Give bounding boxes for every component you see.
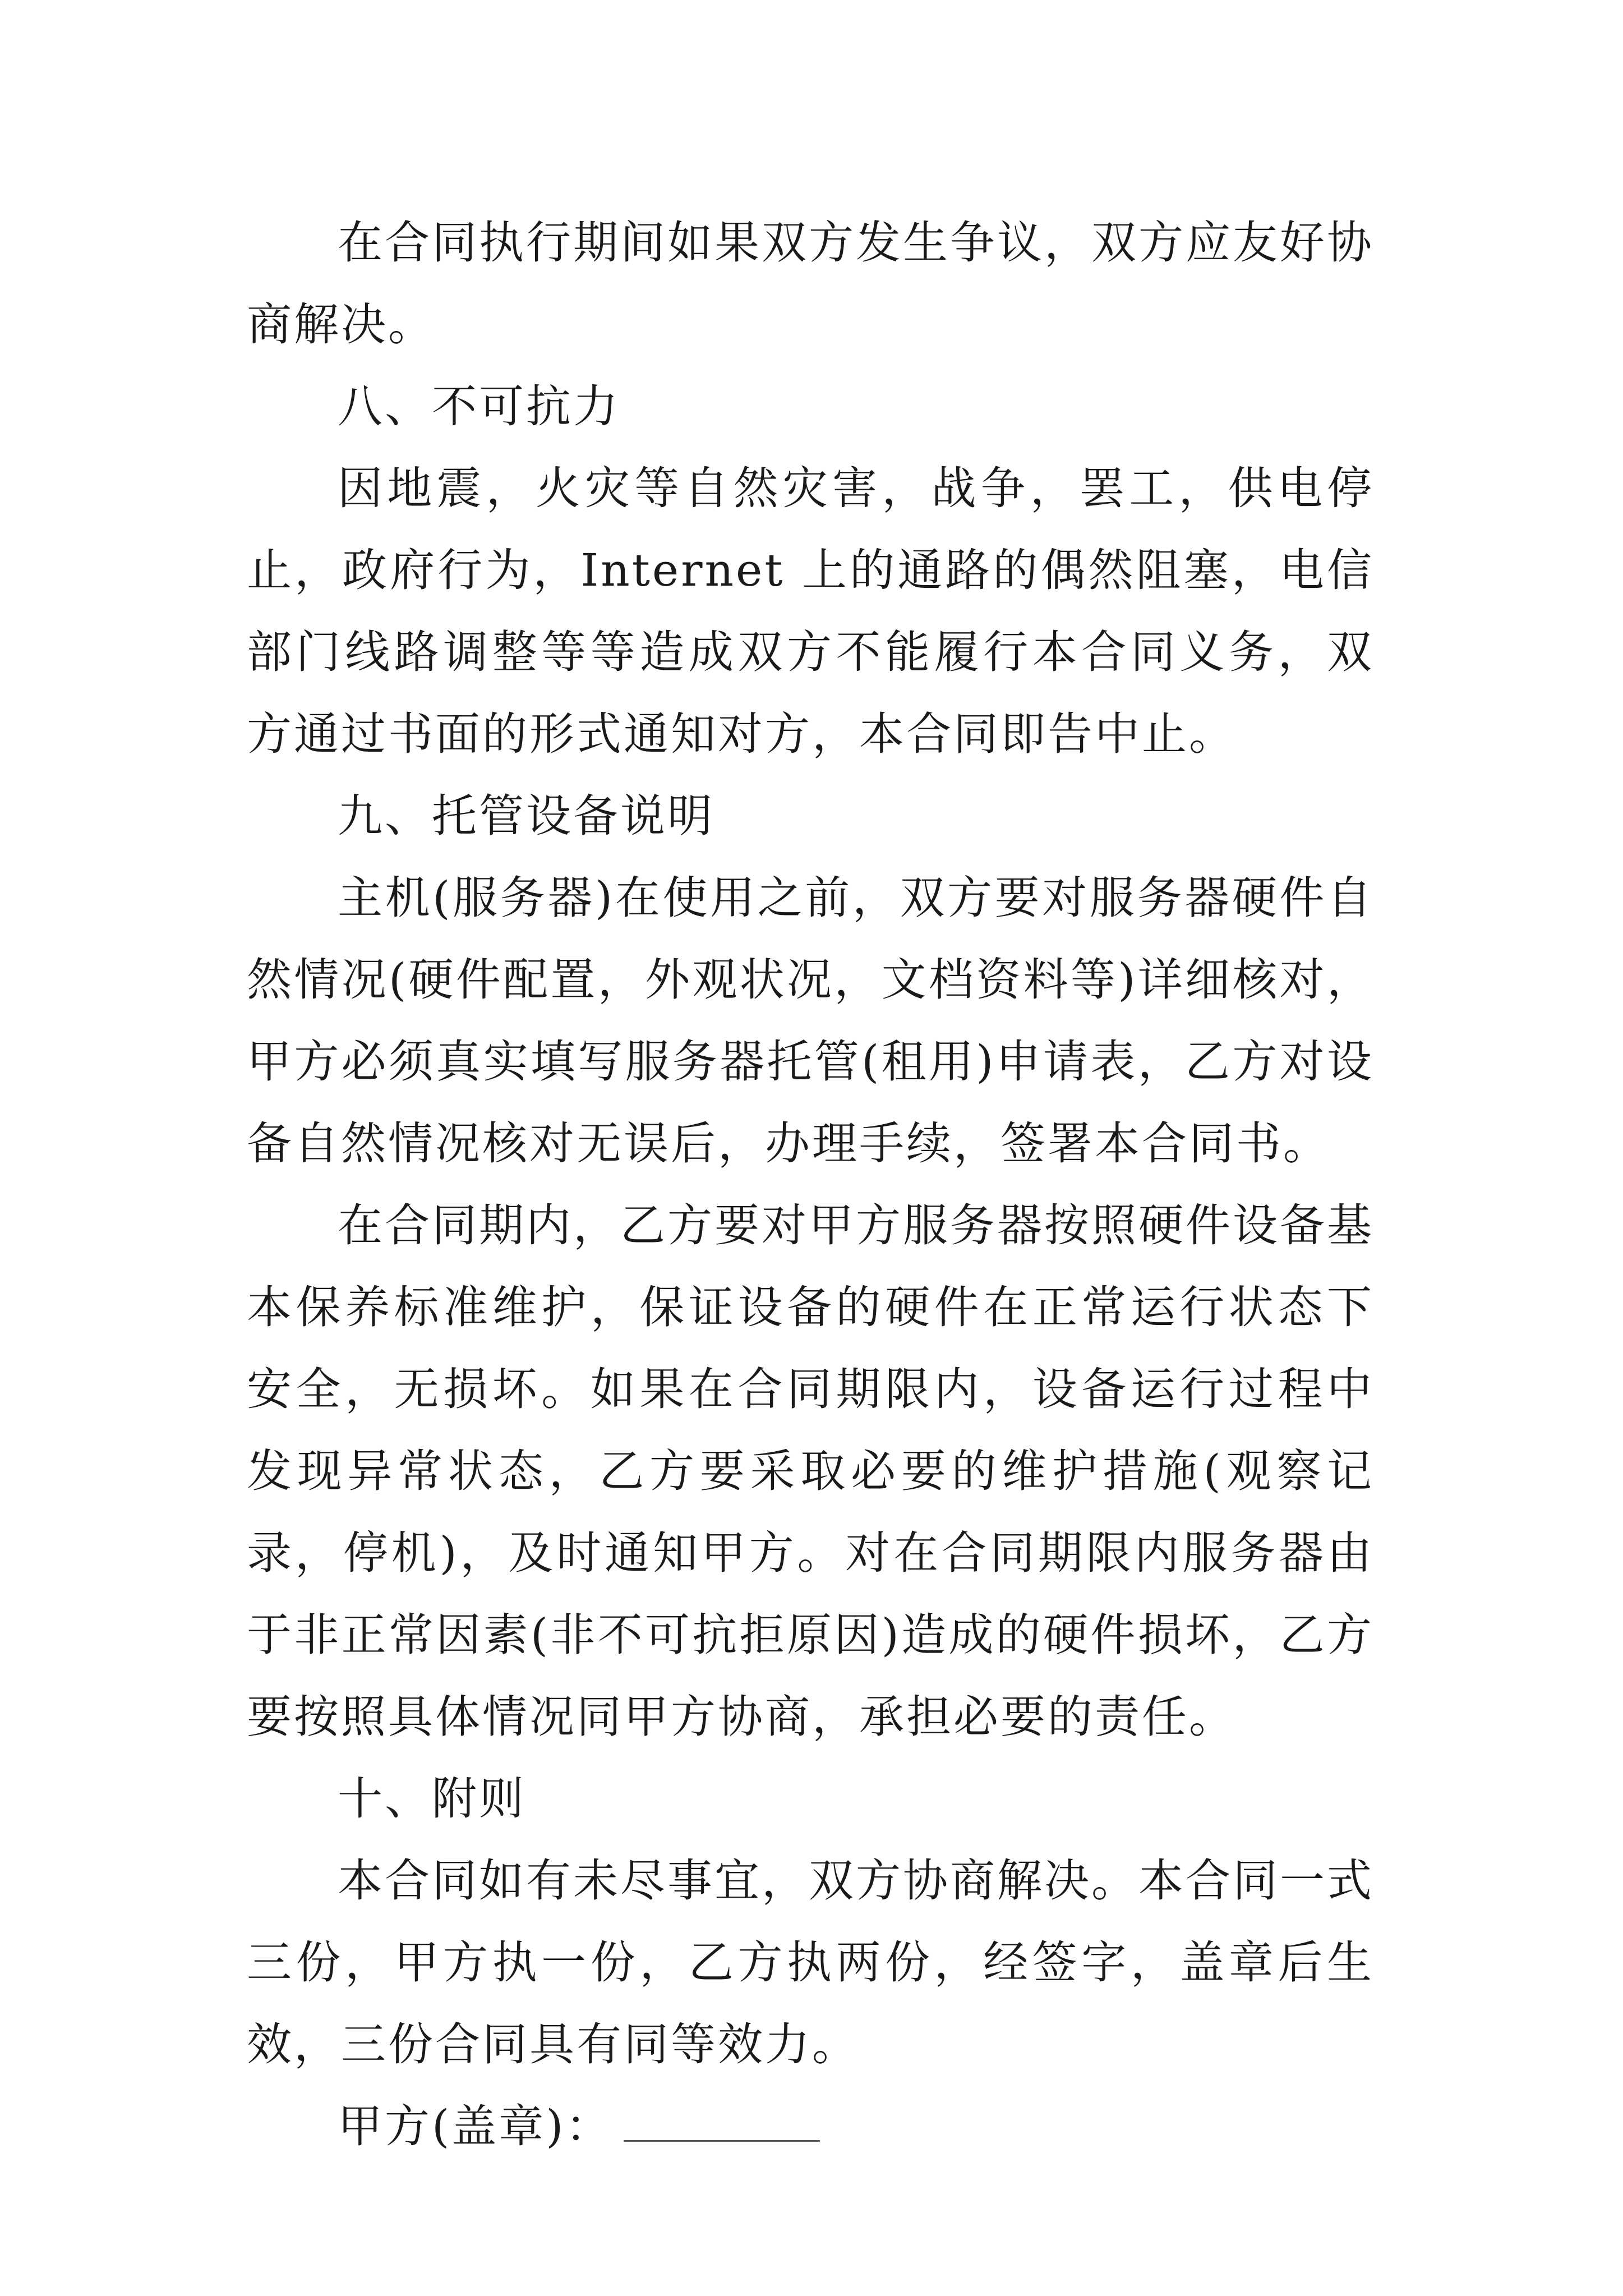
section-heading-supplementary: 十、附则 xyxy=(338,1773,526,1825)
party-a-signature-line xyxy=(247,2086,1374,2168)
section-heading-force-majeure: 八、不可抗力 xyxy=(338,380,620,432)
paragraph-force-majeure: 因地震，火灾等自然灾害，战争，罢工，供电停止，政府行为，Internet 上的通路的偶然阻塞，电信部门线路调整等等造成双方不能履行本合同义务，双方通过书面的形式通知对方，本合同即告中止。 xyxy=(247,462,1374,760)
paragraph-dispute-resolution: 在合同执行期间如果双方发生争议，双方应友好协商解决。 xyxy=(247,217,1374,351)
paragraph-equipment-verification: 主机(服务器)在使用之前，双方要对服务器硬件自然情况(硬件配置，外观状况，文档资料等)详细核对，甲方必须真实填写服务器托管(租用)申请表，乙方对设备自然情况核对无误后，办理手续，签署本合同书。 xyxy=(247,872,1374,1170)
paragraph-equipment-maintenance: 在合同期内，乙方要对甲方服务器按照硬件设备基本保养标准维护，保证设备的硬件在正常运行状态下安全，无损坏。如果在合同期限内，设备运行过程中发现异常状态，乙方要采取必要的维护措施(观察记录，停机)，及时通知甲方。对在合同期限内服务器由于非正常因素(非不可抗拒原因)造成的硬件损坏，乙方要按照具体情况同甲方协商，承担必要的责任。 xyxy=(247,1199,1374,1743)
paragraph-supplementary-terms: 本合同如有未尽事宜，双方协商解决。本合同一式三份，甲方执一份，乙方执两份，经签字，盖章后生效，三份合同具有同等效力。 xyxy=(247,1855,1374,2070)
section-heading-hosting-equipment: 九、托管设备说明 xyxy=(338,790,714,842)
document-body xyxy=(247,202,1374,2168)
party-a-seal-label: 甲方(盖章)： xyxy=(338,2100,613,2152)
party-a-signature-blank xyxy=(624,2101,820,2142)
